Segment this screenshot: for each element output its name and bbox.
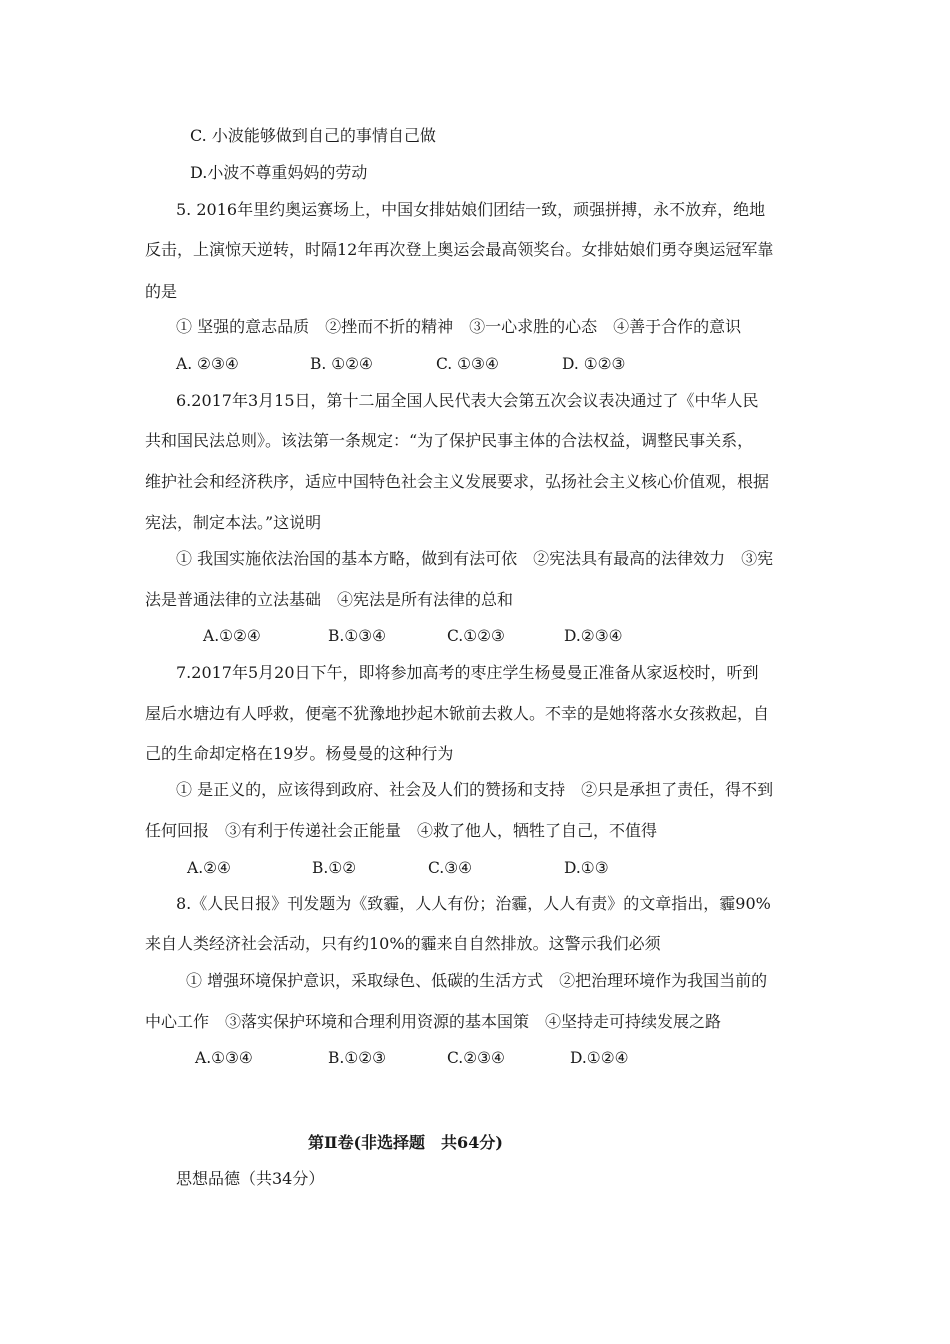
q5-option-a: A. ②③④ bbox=[176, 355, 239, 373]
q5-stem-line3: 的是 bbox=[145, 282, 178, 301]
q6-stem-line2: 共和国民法总则》。该法第一条规定：“为了保护民事主体的合法权益，调整民事关系， bbox=[145, 431, 754, 450]
q8-option-d: D.①②④ bbox=[570, 1049, 629, 1067]
q6-statements-line1: ① 我国实施依法治国的基本方略，做到有法可依 ②宪法具有最高的法律效力 ③宪 bbox=[176, 549, 774, 568]
q8-statements-line1: ① 增强环境保护意识，采取绿色、低碳的生活方式 ②把治理环境作为我国当前的 bbox=[186, 971, 768, 990]
q6-stem-line4: 宪法，制定本法。”这说明 bbox=[145, 513, 322, 532]
q5-stem-line1: 5. 2016年里约奥运赛场上，中国女排姑娘们团结一致，顽强拼搏，永不放弃，绝地 bbox=[176, 200, 766, 219]
q8-statements-line2: 中心工作 ③落实保护环境和合理利用资源的基本国策 ④坚持走可持续发展之路 bbox=[145, 1012, 722, 1031]
q6-option-b: B.①③④ bbox=[328, 627, 387, 645]
q5-stem-line2: 反击，上演惊天逆转，时隔12年再次登上奥运会最高领奖台。女排姑娘们勇夺奥运冠军靠 bbox=[145, 240, 774, 259]
q5-option-b: B. ①②④ bbox=[310, 355, 373, 373]
q5-option-d: D. ①②③ bbox=[562, 355, 626, 373]
section2-heading: 第Ⅱ卷(非选择题 共64分) bbox=[308, 1133, 503, 1152]
q7-option-d: D.①③ bbox=[564, 859, 609, 877]
q5-option-c: C. ①③④ bbox=[436, 355, 499, 373]
q7-option-c: C.③④ bbox=[428, 859, 473, 877]
q8-stem-line2: 来自人类经济社会活动，只有约10%的霾来自自然排放。这警示我们必须 bbox=[145, 934, 661, 953]
q7-stem-line2: 屋后水塘边有人呼救，便毫不犹豫地抄起木锨前去救人。不幸的是她将落水女孩救起，自 bbox=[145, 704, 770, 723]
q6-stem-line3: 维护社会和经济秩序，适应中国特色社会主义发展要求，弘扬社会主义核心价值观，根据 bbox=[145, 472, 770, 491]
q5-statements: ① 坚强的意志品质 ②挫而不折的精神 ③一心求胜的心态 ④善于合作的意识 bbox=[176, 317, 742, 336]
q6-option-a: A.①②④ bbox=[203, 627, 261, 645]
q7-stem-line1: 7.2017年5月20日下午，即将参加高考的枣庄学生杨曼曼正准备从家返校时，听到 bbox=[176, 663, 759, 682]
q7-statements-line2: 任何回报 ③有利于传递社会正能量 ④救了他人，牺牲了自己，不值得 bbox=[145, 821, 658, 840]
q6-statements-line2: 法是普通法律的立法基础 ④宪法是所有法律的总和 bbox=[145, 590, 514, 609]
q6-option-d: D.②③④ bbox=[564, 627, 623, 645]
q7-statements-line1: ① 是正义的，应该得到政府、社会及人们的赞扬和支持 ②只是承担了责任，得不到 bbox=[176, 780, 774, 799]
q6-stem-line1: 6.2017年3月15日，第十二届全国人民代表大会第五次会议表决通过了《中华人民 bbox=[176, 391, 759, 410]
section2-subheading: 思想品德（共34分） bbox=[176, 1169, 325, 1188]
q8-option-b: B.①②③ bbox=[328, 1049, 387, 1067]
q6-option-c: C.①②③ bbox=[447, 627, 505, 645]
q4-option-c: C. 小波能够做到自己的事情自己做 bbox=[190, 126, 436, 145]
q7-stem-line3: 己的生命却定格在19岁。杨曼曼的这种行为 bbox=[145, 744, 454, 763]
q8-option-a: A.①③④ bbox=[195, 1049, 253, 1067]
q8-option-c: C.②③④ bbox=[447, 1049, 505, 1067]
q7-option-b: B.①② bbox=[312, 859, 357, 877]
q4-option-d: D.小波不尊重妈妈的劳动 bbox=[190, 163, 368, 182]
q7-option-a: A.②④ bbox=[187, 859, 231, 877]
q8-stem-line1: 8.《人民日报》刊发题为《致霾，人人有份；治霾，人人有责》的文章指出，霾90% bbox=[176, 894, 771, 913]
